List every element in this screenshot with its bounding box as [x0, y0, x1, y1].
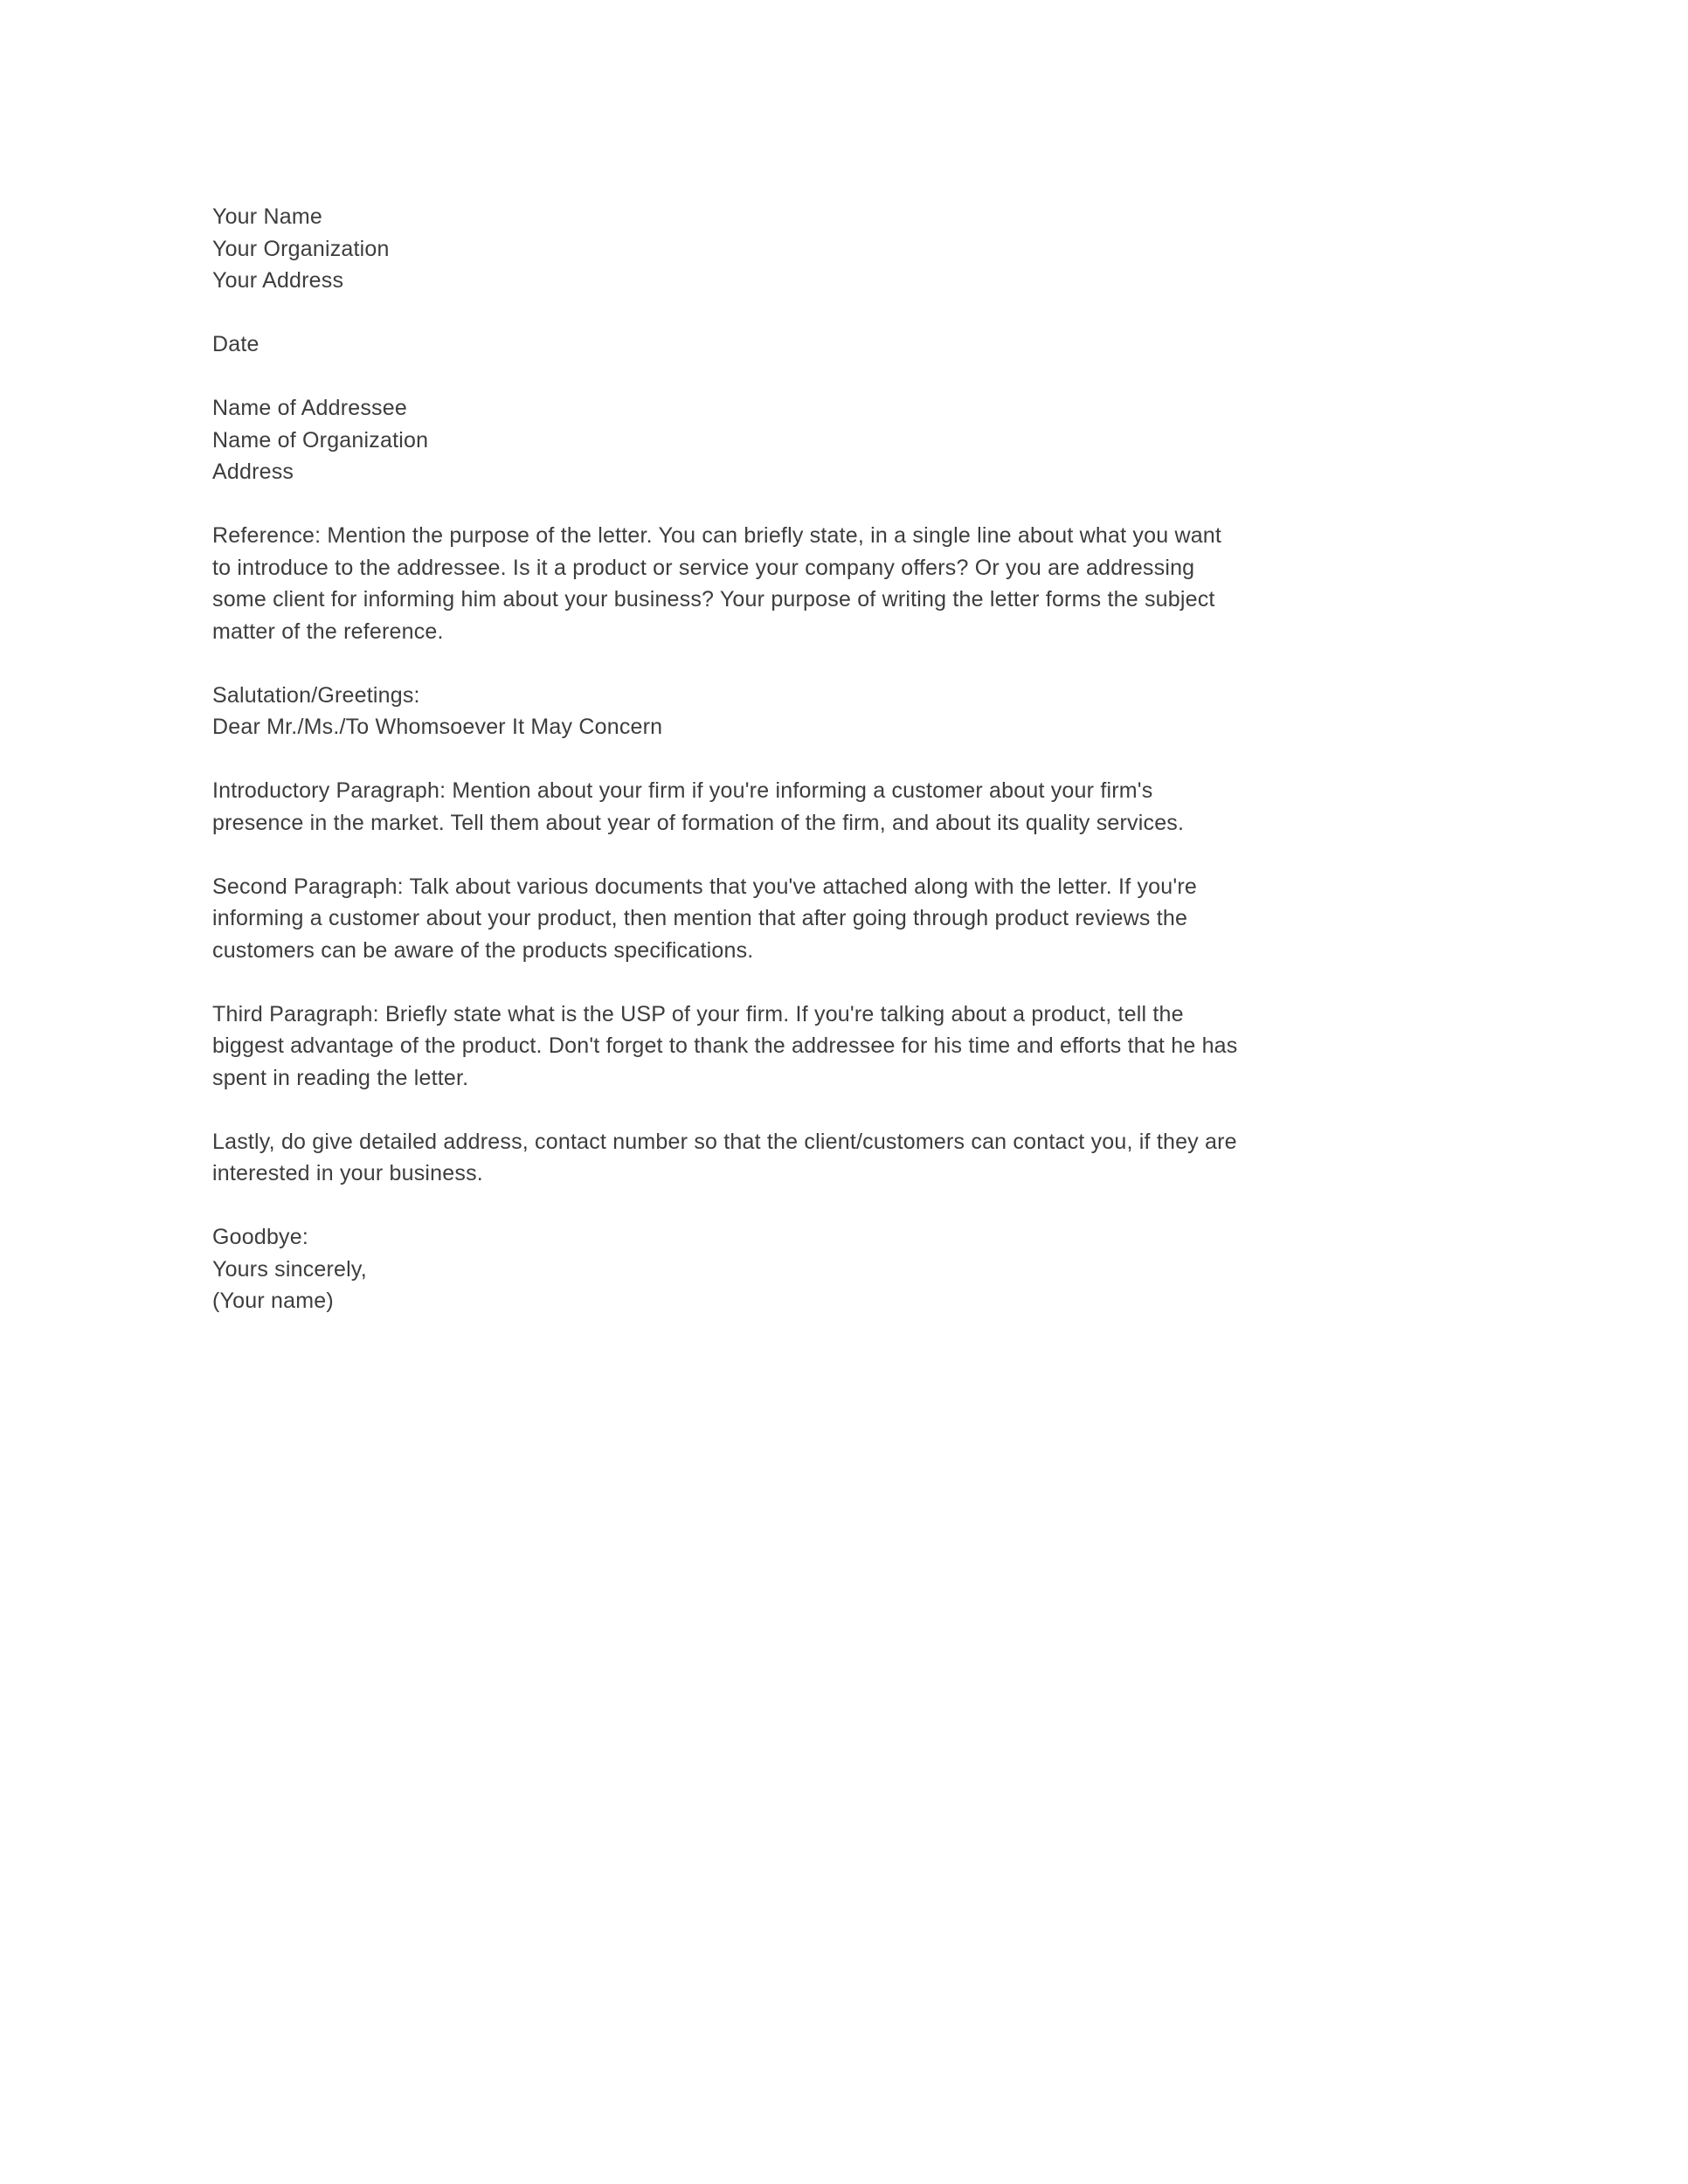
signoff-block [212, 1221, 1497, 1317]
reference-paragraph-line: some client for informing him about your business? Your purpose of writing the letter forms the subject [212, 587, 1215, 612]
signoff-block-line: (Your name) [212, 1289, 334, 1313]
addressee-block-line: Name of Organization [212, 427, 429, 453]
reference-paragraph-line: to introduce to the addressee. Is it a product or service your company offers? Or you are addressing [212, 555, 1195, 580]
closing-note-paragraph-line: interested in your business. [212, 1161, 483, 1185]
reference-paragraph [212, 520, 1497, 647]
reference-paragraph-line: matter of the reference. [212, 619, 444, 644]
introductory-paragraph-line: Introductory Paragraph: Mention about your firm if you're informing a customer about your firm's [212, 778, 1153, 803]
letter-content [212, 201, 1497, 1317]
signoff-block-line: Yours sincerely, [212, 1256, 367, 1282]
addressee-block [212, 392, 1497, 488]
sender-block-line: Your Name [212, 204, 322, 229]
second-paragraph [212, 871, 1497, 967]
introductory-paragraph [212, 775, 1497, 839]
addressee-block-line: Address [212, 460, 294, 484]
closing-note-paragraph [212, 1126, 1497, 1190]
date-line [212, 328, 1497, 361]
sender-block-line: Your Organization [212, 236, 390, 261]
third-paragraph [212, 999, 1497, 1095]
third-paragraph-line: Third Paragraph: Briefly state what is the USP of your firm. If you're talking about a product, tell the [212, 1001, 1184, 1026]
second-paragraph-line: Second Paragraph: Talk about various documents that you've attached along with the letter. If you're [212, 874, 1197, 899]
second-paragraph-line: customers can be aware of the products specifications. [212, 937, 754, 963]
signoff-block-line: Goodbye: [212, 1225, 309, 1249]
salutation-block [212, 680, 1497, 743]
third-paragraph-line: spent in reading the letter. [212, 1065, 469, 1090]
second-paragraph-line: informing a customer about your product, then mention that after going through product reviews the [212, 906, 1188, 930]
introductory-paragraph-line: presence in the market. Tell them about year of formation of the firm, and about its quality services. [212, 810, 1185, 835]
date-line-line: Date [212, 332, 259, 356]
reference-paragraph-line: Reference: Mention the purpose of the letter. You can briefly state, in a single line about what you want [212, 523, 1222, 548]
salutation-block-line: Dear Mr./Ms./To Whomsoever It May Concern [212, 715, 663, 739]
third-paragraph-line: biggest advantage of the product. Don't forget to thank the addressee for his time and efforts that he has [212, 1033, 1238, 1058]
sender-block [212, 201, 1497, 297]
salutation-block-line: Salutation/Greetings: [212, 682, 420, 708]
addressee-block-line: Name of Addressee [212, 396, 407, 420]
sender-block-line: Your Address [212, 268, 344, 293]
closing-note-paragraph-line: Lastly, do give detailed address, contact number so that the client/customers can contact you, if they are [212, 1129, 1237, 1154]
